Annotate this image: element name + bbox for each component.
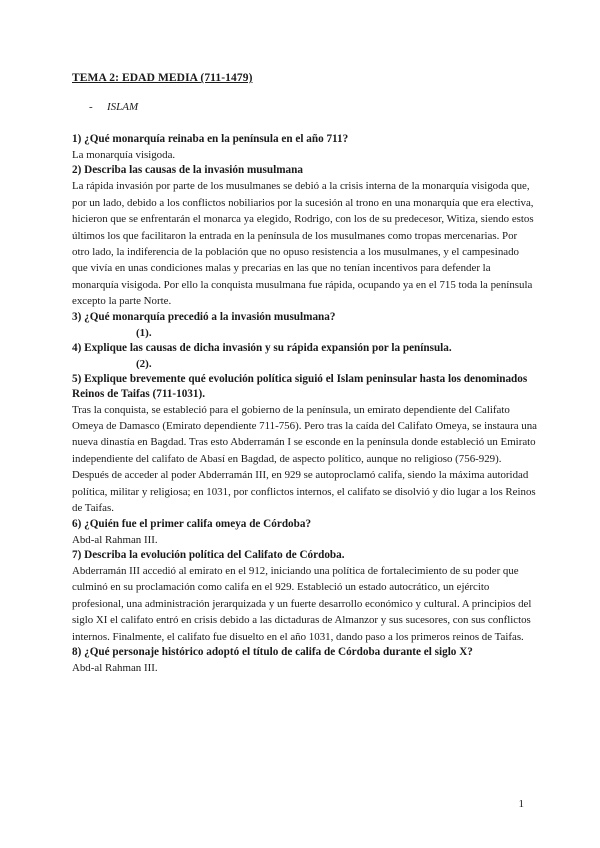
- page-number: 1: [518, 798, 524, 810]
- section-heading: [89, 101, 537, 113]
- question-6: 6) ¿Quién fue el primer califa omeya de Córdoba?: [72, 517, 312, 530]
- question-8: 8) ¿Qué personaje histórico adoptó el título de califa de Córdoba durante el siglo X?: [72, 645, 473, 658]
- question-3: 3) ¿Qué monarquía precedió a la invasión musulmana?: [72, 310, 336, 323]
- answer-8: Abd-al Rahman III.: [72, 661, 158, 674]
- document-page: [72, 72, 537, 676]
- question-5: 5) Explique brevemente qué evolución política siguió el Islam peninsular hasta los denominados Reinos de Taifas (711-1031).: [72, 372, 528, 400]
- answer-6: Abd-al Rahman III.: [72, 533, 158, 546]
- question-7: 7) Describa la evolución política del Califato de Córdoba.: [72, 548, 345, 561]
- answer-5: Tras la conquista, se estableció para el gobierno de la península, un emirato dependiente del Califato Omeya de Damasco (Emirato dependiente 711-756). Pero tras la caída del Califato Omeya, se instaura una nueva dinastía en Bagdad. Tras esto Abderramán I se esconde en la península donde estableció un Emirato independiente del califato de Abasí en Bagdad, de aspecto político, aunque no religioso (756-929). Después de acceder al poder Abderramán III, en 929 se autoproclamó califa, siendo la máxima autoridad política, militar y religiosa; en 1031, por conflictos internos, el califato se disolvió y dio lugar a los Reinos de Taifas.: [72, 403, 537, 515]
- question-1: 1) ¿Qué monarquía reinaba en la península en el año 711?: [72, 133, 349, 145]
- answer-3-reference: (1).: [136, 326, 152, 339]
- document-title: TEMA 2: EDAD MEDIA (711-1479): [72, 72, 253, 84]
- question-4: 4) Explique las causas de dicha invasión y su rápida expansión por la península.: [72, 341, 452, 354]
- section-label: ISLAM: [107, 101, 139, 113]
- answer-2: La rápida invasión por parte de los musulmanes se debió a la crisis interna de la monarquía visigoda que, por un lado, debido a los conflictos nobiliarios por la sucesión al trono en una monarquía que era electiva, hicieron que se enfrentarán el monarca ya elegido, Rodrigo, con los de su predecesor, Witiza, siendo estos últimos los que facilitaron la entrada en la península de los musulmanes como tropas mercenarias. Por otro lado, la indiferencia de la población que no opuso resistencia a los musulmanes, y el campesinado que vivía en unas condiciones malas y precarias en las que no tenían incentivos para defender la monarquía visigoda. Por ello la conquista musulmana fue rápida, ocupando ya en el 715 toda la península excepto la parte Norte.: [72, 180, 534, 308]
- answer-4-reference: (2).: [136, 357, 152, 370]
- bullet-dash: -: [89, 101, 93, 113]
- answer-7: Abderramán III accedió al emirato en el 912, iniciando una política de fortalecimiento de su poder que culminó en su proclamación como califa en el 929. Estableció un estado autocrático, un ejército profesional, una administración jerarquizada y un fuerte desarrollo económico y cultural. A principios del siglo XI el califato entró en crisis debido a las dictaduras de Almanzor y sus sucesores, con sus conflictos internos. Finalmente, el califato fue disuelto en el año 1031, dando paso a los primeros reinos de Taifas.: [72, 564, 532, 643]
- answer-1: La monarquía visigoda.: [72, 149, 176, 161]
- question-2: 2) Describa las causas de la invasión musulmana: [72, 164, 303, 177]
